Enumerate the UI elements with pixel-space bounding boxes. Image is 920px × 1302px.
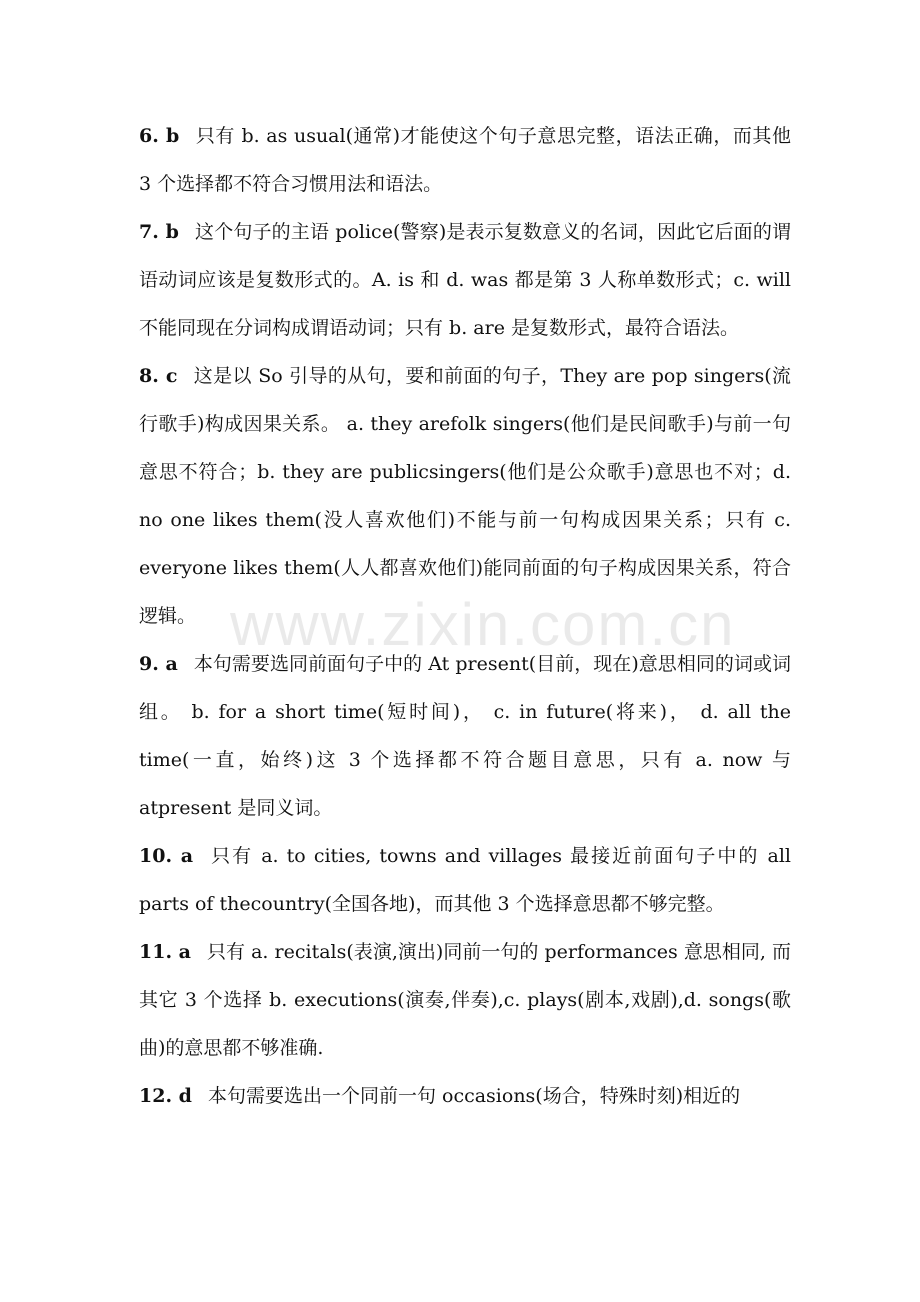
answer-number: 9. a xyxy=(139,653,178,675)
answer-number: 10. a xyxy=(139,845,194,867)
answer-text: 只有 b. as usual(通常)才能使这个句子意思完整，语法正确，而其他 3 个选择都不符合习惯用法和语法。 xyxy=(139,125,791,195)
answer-text: 只有 a. recitals(表演,演出)同前一句的 performances 意思相同, 而其它 3 个选择 b. executions(演奏,伴奏),c. plays(剧本,戏剧),d. songs(歌曲)的意思都不够准确. xyxy=(139,941,791,1059)
answer-item-6 xyxy=(139,112,791,208)
answer-item-8 xyxy=(139,352,791,640)
answer-number: 6. b xyxy=(139,125,180,147)
answer-text: 这个句子的主语 police(警察)是表示复数意义的名词，因此它后面的谓语动词应该是复数形式的。A. is 和 d. was 都是第 3 人称单数形式；c. will 不能同现在分词构成谓语动词；只有 b. are 是复数形式，最符合语法。 xyxy=(139,221,791,339)
answer-item-10 xyxy=(139,832,791,928)
answer-number: 11. a xyxy=(139,941,191,963)
answer-number: 12. d xyxy=(139,1085,192,1107)
answer-item-11 xyxy=(139,928,791,1072)
watermark: www.zixin.com.cn xyxy=(230,591,736,658)
answer-text: 本句需要选出一个同前一句 occasions(场合，特殊时刻)相近的 xyxy=(207,1085,741,1107)
answer-number: 8. c xyxy=(139,365,178,387)
answer-item-12 xyxy=(139,1072,791,1120)
answer-explanations xyxy=(139,112,791,1120)
answer-text: 本句需要选同前面句子中的 At present(目前，现在)意思相同的词或词组。 b. for a short time(短时间)， c. in future(将来)， d. all the time(一直，始终)这 3 个选择都不符合题目意思，只有 a. now 与 atpresent 是同义词。 xyxy=(139,653,791,819)
answer-number: 7. b xyxy=(139,221,179,243)
answer-text: 只有 a. to cities, towns and villages 最接近前面句子中的 all parts of thecountry(全国各地)，而其他 3 个选择意思都不够完整。 xyxy=(139,845,791,915)
answer-item-9 xyxy=(139,640,791,832)
answer-item-7 xyxy=(139,208,791,352)
answer-text: 这是以 So 引导的从句，要和前面的句子，They are pop singers(流行歌手)构成因果关系。 a. they arefolk singers(他们是民间歌手)与前一句意思不符合；b. they are publicsingers(他们是公众歌手)意思也不对；d. no one likes them(没人喜欢他们)不能与前一句构成因果关系；只有 c. everyone likes them(人人都喜欢他们)能同前面的句子构成因果关系，符合逻辑。 xyxy=(139,365,791,627)
